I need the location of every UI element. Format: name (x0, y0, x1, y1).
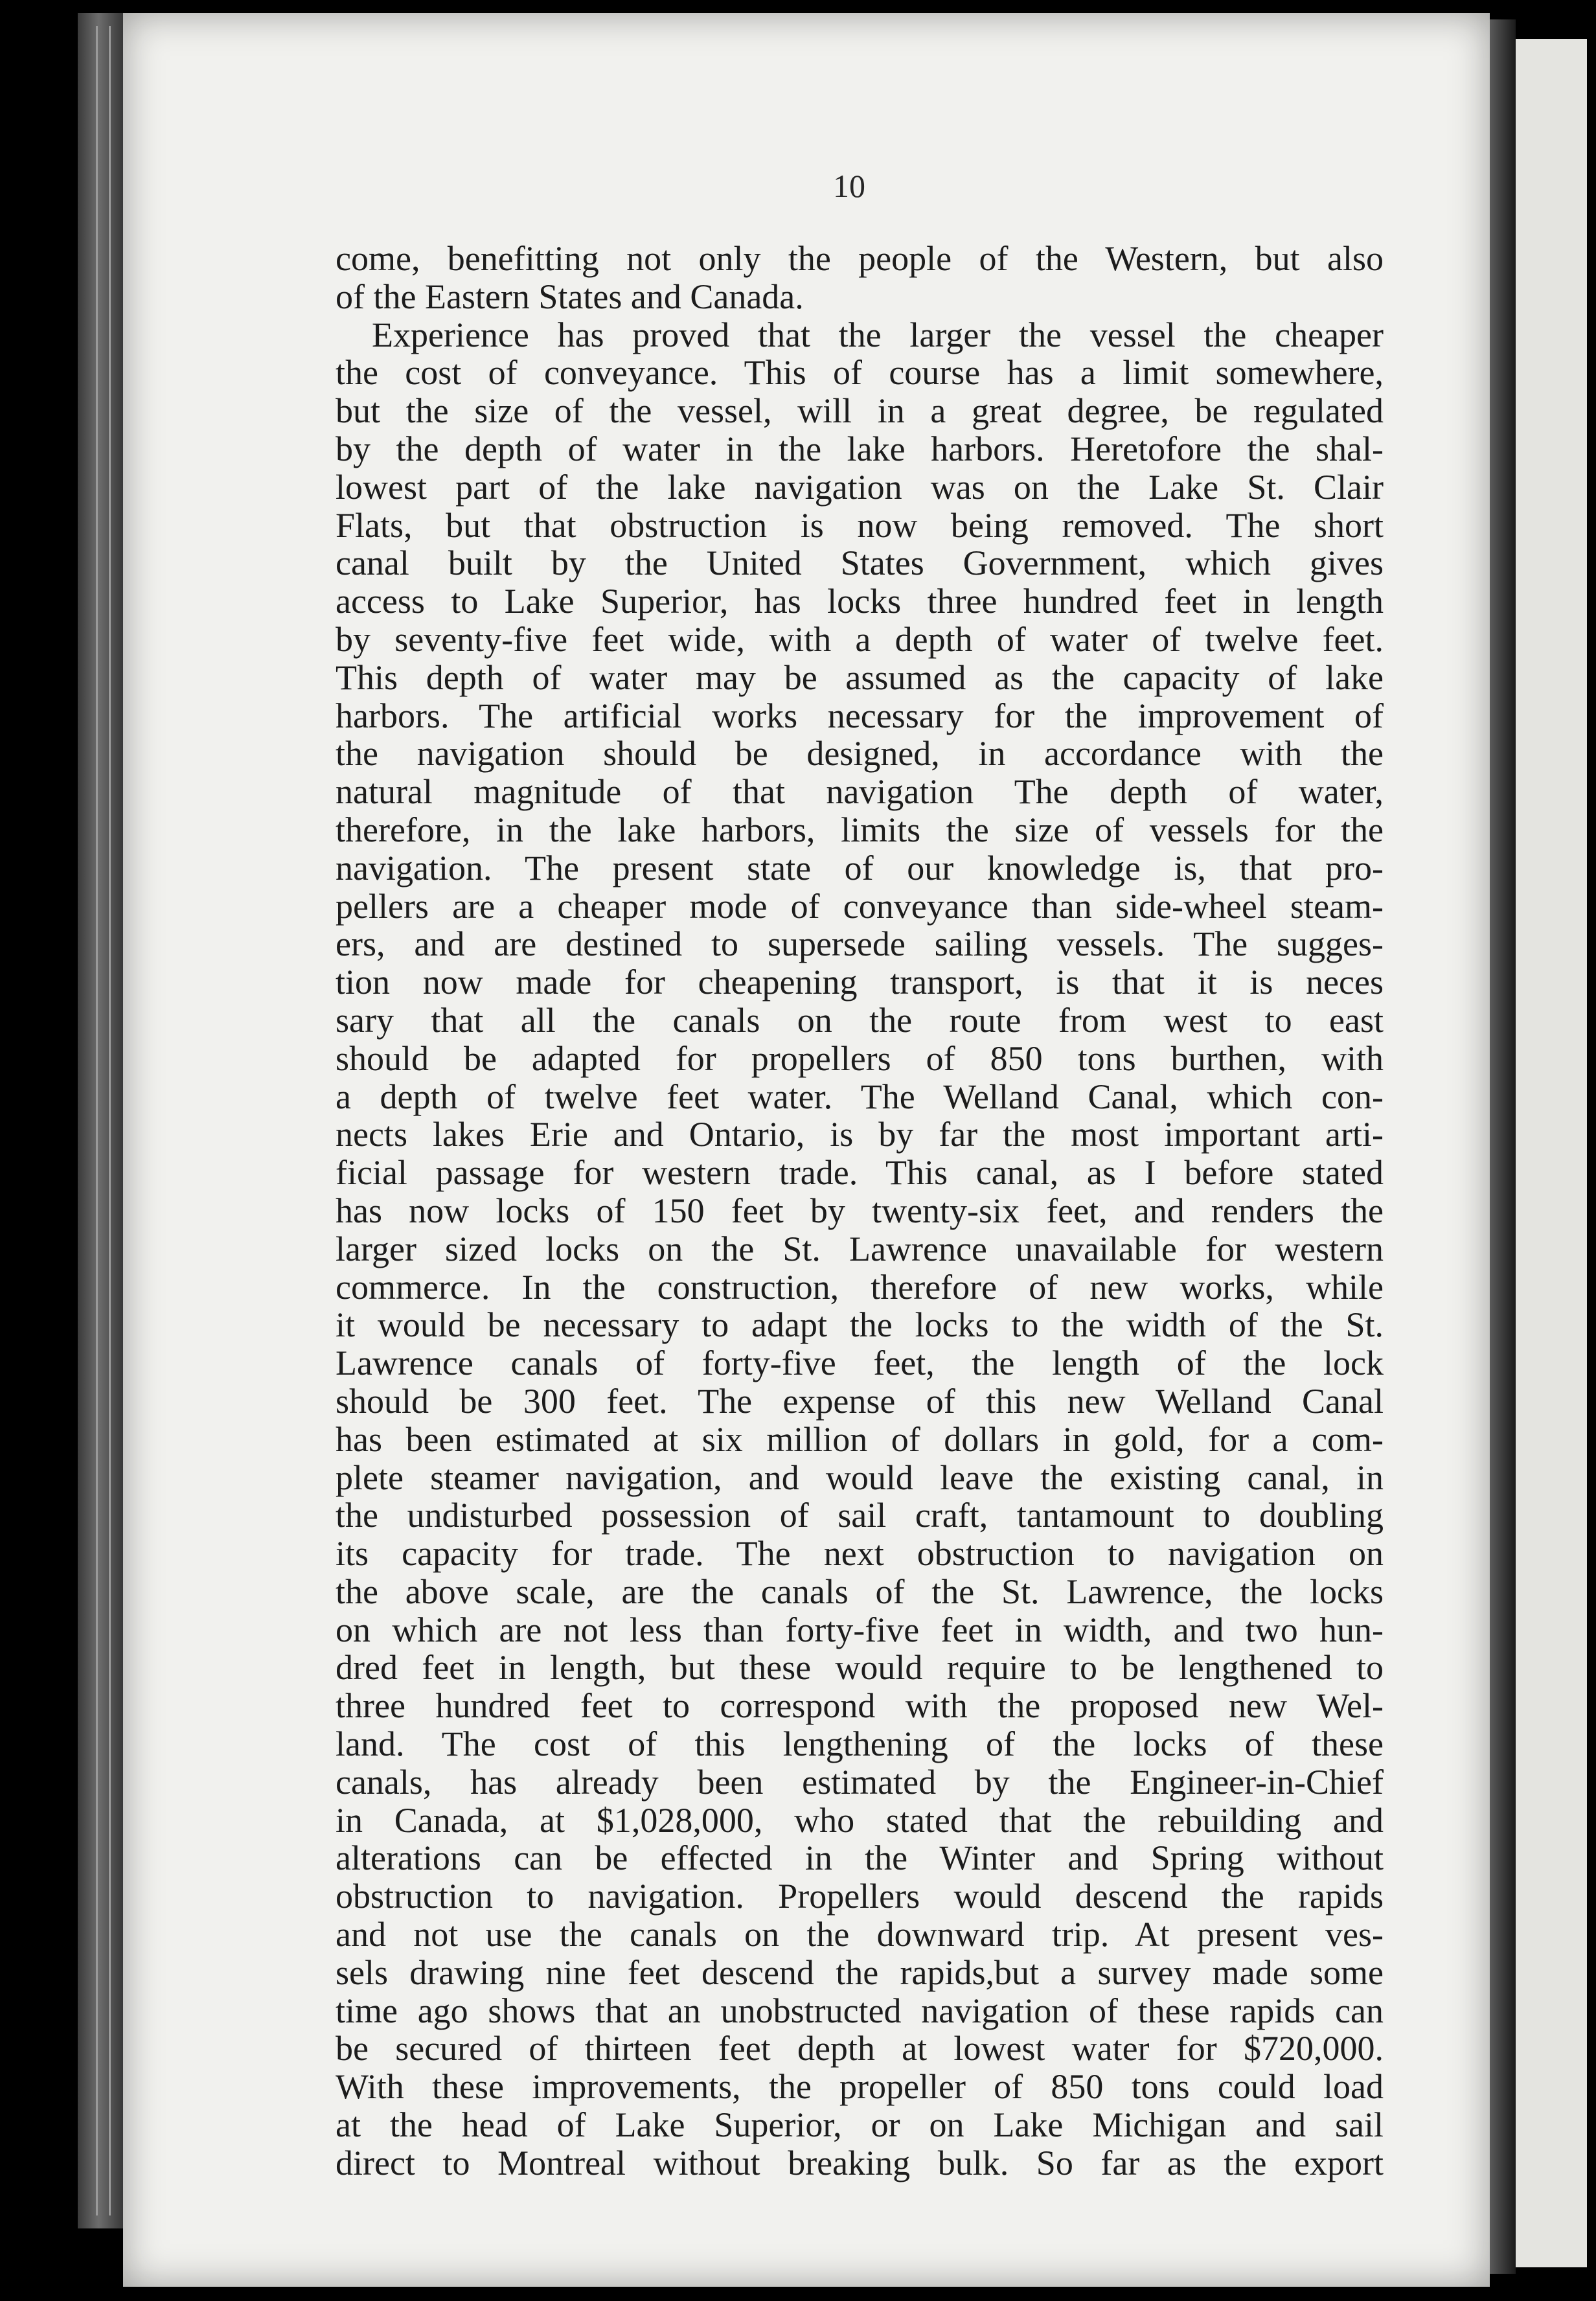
text-line: land. The cost of this lengthening of the locks of these (336, 1724, 1384, 1764)
page-number-text: 10 (833, 168, 865, 204)
binding-edge-line (96, 26, 98, 2215)
text-line: dred feet in length, but these would require to be lengthened to (336, 1648, 1384, 1688)
text-line: natural magnitude of that navigation The depth of water, (336, 772, 1384, 812)
text-line: its capacity for trade. The next obstruction to navigation on (336, 1534, 1384, 1574)
text-line: be secured of thirteen feet depth at lowest water for $720,000. (336, 2029, 1384, 2068)
text-line: lowest part of the lake navigation was on the Lake St. Clair (336, 467, 1384, 507)
text-line: the navigation should be designed, in accordance with the (336, 734, 1384, 773)
text-line: therefore, in the lake harbors, limits the size of vessels for the (336, 810, 1384, 849)
text-line: and not use the canals on the downward trip. At present ves- (336, 1915, 1384, 1954)
text-line: come, benefitting not only the people of the Western, but also (336, 239, 1384, 278)
text-line: navigation. The present state of our knowledge is, that pro- (336, 848, 1384, 887)
book-binding (78, 13, 130, 2228)
binding-edge-line (109, 26, 111, 2215)
page-number (0, 167, 1596, 205)
text-line: should be 300 feet. The expense of this new Welland Canal (336, 1381, 1384, 1421)
body-text (336, 240, 1384, 2182)
text-line: the cost of conveyance. This of course has a limit somewhere, (336, 353, 1384, 393)
text-line: the undisturbed possession of sail craft, tantamount to doubling (336, 1496, 1384, 1535)
text-line: alterations can be effected in the Winter and Spring without (336, 1838, 1384, 1878)
text-line: Experience has proved that the larger the vessel the cheaper (372, 315, 1384, 354)
text-line: three hundred feet to correspond with the proposed new Wel- (336, 1686, 1384, 1726)
text-line: canal built by the United States Government, which gives (336, 544, 1384, 583)
text-line: ers, and are destined to supersede sailing vessels. The sugges- (336, 924, 1384, 964)
text-line: pellers are a cheaper mode of conveyance than side-wheel steam- (336, 886, 1384, 926)
text-line: on which are not less than forty-five feet in width, and two hun- (336, 1610, 1384, 1649)
text-line: should be adapted for propellers of 850 tons burthen, with (336, 1038, 1384, 1078)
text-line: obstruction to navigation. Propellers would descend the rapids (336, 1877, 1384, 1916)
text-line: Flats, but that obstruction is now being removed. The short (336, 505, 1384, 545)
text-line: by seventy-five feet wide, with a depth of water of twelve feet. (336, 619, 1384, 659)
text-line: by the depth of water in the lake harbors. Heretofore the shal- (336, 429, 1384, 468)
text-line: This depth of water may be assumed as the capacity of lake (336, 658, 1384, 697)
text-line: but the size of the vessel, will in a great degree, be regulated (336, 391, 1384, 431)
text-line: direct to Montreal without breaking bulk. So far as the export (336, 2143, 1384, 2182)
text-line: sary that all the canals on the route from west to east (336, 1000, 1384, 1040)
text-line: at the head of Lake Superior, or on Lake Michigan and sail (336, 2105, 1384, 2145)
text-line: access to Lake Superior, has locks three hundred feet in length (336, 582, 1384, 621)
text-line: of the Eastern States and Canada. (336, 277, 804, 316)
text-line: in Canada, at $1,028,000, who stated that the rebuilding and (336, 1800, 1384, 1840)
text-line: time ago shows that an unobstructed navigation of these rapids can (336, 1991, 1384, 2030)
text-line: has been estimated at six million of dollars in gold, for a com- (336, 1419, 1384, 1459)
facing-page-edge (1516, 39, 1587, 2267)
text-line: the above scale, are the canals of the St. Lawrence, the locks (336, 1572, 1384, 1611)
text-line: sels drawing nine feet descend the rapids,but a survey made some (336, 1952, 1384, 1992)
text-line: Lawrence canals of forty-five feet, the length of the lock (336, 1344, 1384, 1383)
text-line: a depth of twelve feet water. The Welland Canal, which con- (336, 1077, 1384, 1116)
text-line: nects lakes Erie and Ontario, is by far the most important arti- (336, 1115, 1384, 1154)
text-line: larger sized locks on the St. Lawrence unavailable for western (336, 1229, 1384, 1268)
text-line: With these improvements, the propeller of 850 tons could load (336, 2067, 1384, 2107)
text-line: ficial passage for western trade. This canal, as I before stated (336, 1153, 1384, 1193)
text-line: tion now made for cheapening transport, is that it is neces (336, 963, 1384, 1002)
text-line: it would be necessary to adapt the locks to the width of the St. (336, 1305, 1384, 1345)
text-line: has now locks of 150 feet by twenty-six feet, and renders the (336, 1191, 1384, 1230)
text-line: commerce. In the construction, therefore of new works, while (336, 1267, 1384, 1307)
page-gutter (1490, 19, 1516, 2274)
text-line: plete steamer navigation, and would leave the existing canal, in (336, 1458, 1384, 1497)
text-line: canals, has already been estimated by the Engineer-in-Chief (336, 1762, 1384, 1802)
text-line: harbors. The artificial works necessary for the improvement of (336, 696, 1384, 735)
